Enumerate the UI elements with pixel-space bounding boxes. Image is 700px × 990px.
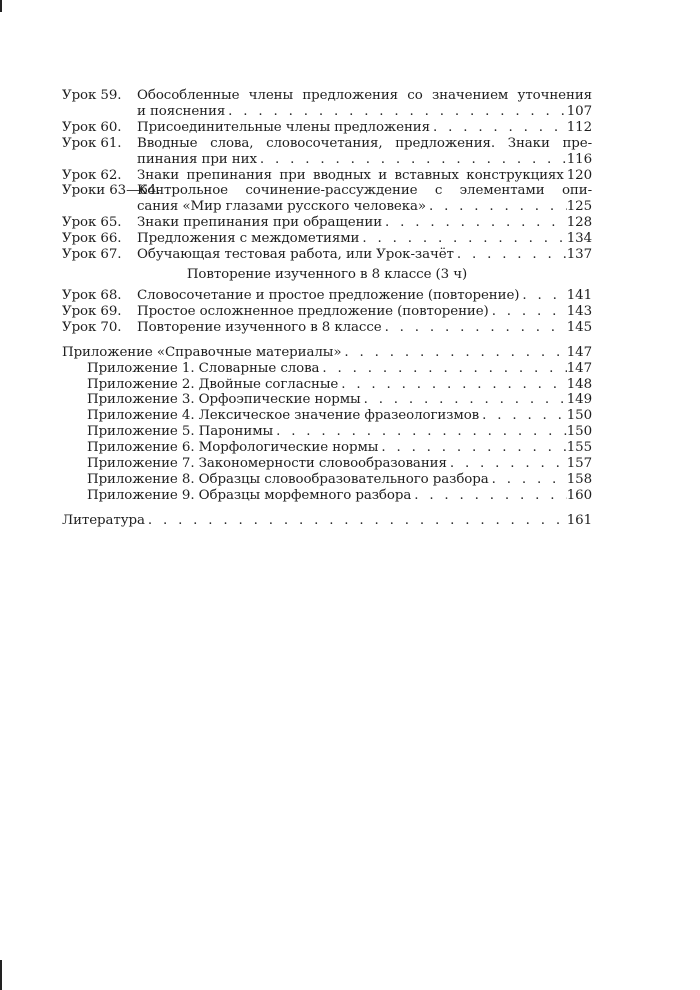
lesson-number: Урок 70. — [62, 319, 122, 335]
literature-entry[interactable] — [62, 513, 592, 529]
lesson-number: Урок 65. — [62, 215, 122, 231]
leader-dots — [489, 472, 567, 488]
appendix-item-title: Приложение 6. Морфологические нормы — [87, 440, 379, 456]
lesson-number: Уроки 63—64. — [62, 183, 161, 199]
entry-line — [137, 247, 592, 263]
appendix-title: Приложение «Справочные материалы» — [62, 344, 342, 360]
page-number: 137 — [566, 247, 592, 263]
entry-line — [137, 231, 592, 247]
page-edge-mark-bottom — [0, 960, 2, 990]
page-number: 147 — [566, 344, 592, 360]
entry-title: Контрольное сочинение-рассуждение с элементами опи- — [137, 183, 592, 199]
entry-title: и пояснения — [137, 103, 226, 119]
leader-dots — [426, 199, 567, 215]
review-lessons-list — [62, 288, 592, 336]
lesson-number: Урок 61. — [62, 135, 122, 151]
entry-title: Повторение изученного в 8 классе — [137, 319, 382, 335]
page-number: 116 — [566, 151, 592, 167]
appendix-item[interactable] — [87, 456, 592, 472]
page-number: 155 — [566, 440, 592, 456]
lesson-number: Урок 67. — [62, 247, 122, 263]
entry-line — [137, 304, 592, 320]
toc-entry[interactable] — [62, 304, 592, 320]
page-number: 120 — [566, 167, 592, 183]
lesson-number: Урок 59. — [62, 88, 122, 103]
toc-entry[interactable] — [62, 183, 592, 215]
entry-title: сания «Мир глазами русского человека» — [137, 199, 426, 215]
toc-entry[interactable] — [62, 320, 592, 336]
page-number: 161 — [566, 512, 592, 528]
entry-body — [137, 288, 592, 304]
entry-body — [137, 168, 592, 184]
entry-body — [87, 361, 592, 377]
leader-dots — [338, 377, 567, 393]
appendix-entry[interactable] — [62, 345, 592, 361]
page-number: 143 — [566, 303, 592, 319]
entry-body — [137, 320, 592, 336]
page-number: 145 — [566, 319, 592, 335]
appendix-item-title: Приложение 5. Паронимы — [87, 424, 274, 440]
entry-title: Предложения с междометиями — [137, 231, 360, 247]
toc-entry[interactable] — [62, 231, 592, 247]
leader-dots — [411, 488, 567, 504]
page-number: 158 — [566, 471, 592, 487]
page-number: 150 — [566, 408, 592, 424]
entry-line — [137, 215, 592, 231]
entry-line — [87, 392, 592, 408]
toc-entry[interactable] — [62, 288, 592, 304]
page-edge-mark-top — [0, 0, 2, 12]
page-number: 157 — [566, 456, 592, 472]
entry-line — [137, 120, 592, 136]
entry-line — [137, 320, 592, 336]
appendix-item-title: Приложение 8. Образцы словообразовательного разбора — [87, 471, 489, 487]
entry-body — [87, 408, 592, 424]
leader-dots — [225, 104, 567, 120]
toc-entry[interactable] — [62, 120, 592, 136]
lesson-number: Урок 69. — [62, 303, 122, 319]
entry-body — [137, 183, 592, 215]
leader-dots — [489, 304, 567, 320]
page-number: 141 — [566, 287, 592, 303]
leader-dots — [519, 288, 566, 304]
toc-entry[interactable] — [62, 247, 592, 263]
entry-body — [137, 247, 592, 263]
page-number: 107 — [566, 103, 592, 119]
lesson-number: Урок 68. — [62, 287, 122, 303]
appendices-list — [62, 361, 592, 504]
entry-body — [137, 88, 592, 120]
page-number: 128 — [566, 215, 592, 231]
leader-dots — [430, 120, 567, 136]
appendix-item-title: Приложение 7. Закономерности словообразования — [87, 456, 447, 472]
entry-title: Обособленные члены предложения со значением уточнения — [137, 88, 592, 103]
appendix-item[interactable] — [87, 488, 592, 504]
page-number: 125 — [566, 199, 592, 215]
leader-dots — [257, 152, 567, 168]
entry-body — [87, 456, 592, 472]
entry-line — [137, 183, 592, 199]
entry-title: Словосочетание и простое предложение (повторение) — [137, 287, 520, 303]
entry-title: Знаки препинания при обращении — [137, 215, 383, 231]
appendix-item-title: Приложение 1. Словарные слова — [87, 360, 320, 376]
appendix-item-title: Приложение 4. Лексическое значение фразеологизмов — [87, 408, 480, 424]
appendix-item[interactable] — [87, 361, 592, 377]
leader-dots — [273, 424, 567, 440]
appendix-item[interactable] — [87, 472, 592, 488]
lesson-number: Урок 62. — [62, 167, 122, 183]
leader-dots — [479, 408, 567, 424]
leader-dots — [447, 456, 567, 472]
lessons-list — [62, 88, 592, 263]
page-number: 148 — [566, 376, 592, 392]
appendix-item-title: Приложение 2. Двойные согласные — [87, 376, 339, 392]
entry-line — [87, 424, 592, 440]
entry-body — [87, 440, 592, 456]
entry-line — [87, 456, 592, 472]
entry-body — [87, 392, 592, 408]
entry-title: Присоединительные члены предложения — [137, 119, 430, 135]
entry-line — [137, 152, 592, 168]
entry-line — [137, 199, 592, 215]
leader-dots — [361, 392, 567, 408]
leader-dots — [454, 247, 567, 263]
entry-line — [87, 408, 592, 424]
leader-dots — [341, 345, 566, 361]
entry-body — [87, 377, 592, 393]
entry-line — [87, 440, 592, 456]
page-number: 149 — [566, 392, 592, 408]
appendix-item-title: Приложение 3. Орфоэпические нормы — [87, 392, 361, 408]
leader-dots — [145, 513, 567, 529]
entry-body — [137, 136, 592, 168]
page-number: 160 — [566, 487, 592, 503]
entry-line — [137, 136, 592, 152]
appendix-item[interactable] — [87, 440, 592, 456]
leader-dots — [319, 361, 566, 377]
lesson-number: Урок 60. — [62, 119, 122, 135]
entry-body — [137, 120, 592, 136]
entry-line — [137, 88, 592, 104]
leader-dots — [382, 320, 567, 336]
toc-entry[interactable] — [62, 136, 592, 168]
appendix-item-title: Приложение 9. Образцы морфемного разбора — [87, 487, 412, 503]
page-number: 134 — [566, 231, 592, 247]
entry-line — [87, 472, 592, 488]
section-heading: Повторение изученного в 8 классе (3 ч) — [186, 266, 468, 282]
leader-dots — [378, 440, 566, 456]
page-number: 150 — [566, 424, 592, 440]
appendix-item[interactable] — [87, 392, 592, 408]
entry-title: Простое осложненное предложение (повторение) — [137, 303, 489, 319]
toc-entry[interactable] — [62, 88, 592, 120]
entry-line — [137, 288, 592, 304]
toc-entry[interactable] — [62, 168, 592, 184]
entry-body — [137, 231, 592, 247]
entry-body — [137, 304, 592, 320]
entry-line — [87, 488, 592, 504]
page-number: 147 — [566, 360, 592, 376]
entry-body — [137, 215, 592, 231]
entry-line — [87, 361, 592, 377]
entry-line — [87, 377, 592, 393]
entry-body — [87, 472, 592, 488]
leader-dots — [359, 231, 566, 247]
entry-title: пинания при них — [137, 151, 257, 167]
entry-body — [87, 424, 592, 440]
appendix-item[interactable] — [87, 408, 592, 424]
page-number: 112 — [566, 119, 592, 135]
entry-title: Обучающая тестовая работа, или Урок-зачёт — [137, 247, 454, 263]
entry-title: Вводные слова, словосочетания, предложения. Знаки пре- — [137, 135, 592, 151]
table-of-contents — [62, 88, 592, 529]
appendix-item[interactable] — [87, 377, 592, 393]
leader-dots — [382, 215, 567, 231]
entry-title: Знаки препинания при вводных и вставных конструкциях — [137, 167, 564, 183]
entry-body — [87, 488, 592, 504]
literature-title: Литература — [62, 512, 145, 528]
lesson-number: Урок 66. — [62, 231, 122, 247]
entry-line — [137, 104, 592, 120]
entry-line — [137, 168, 592, 184]
toc-entry[interactable] — [62, 215, 592, 231]
appendix-item[interactable] — [87, 424, 592, 440]
